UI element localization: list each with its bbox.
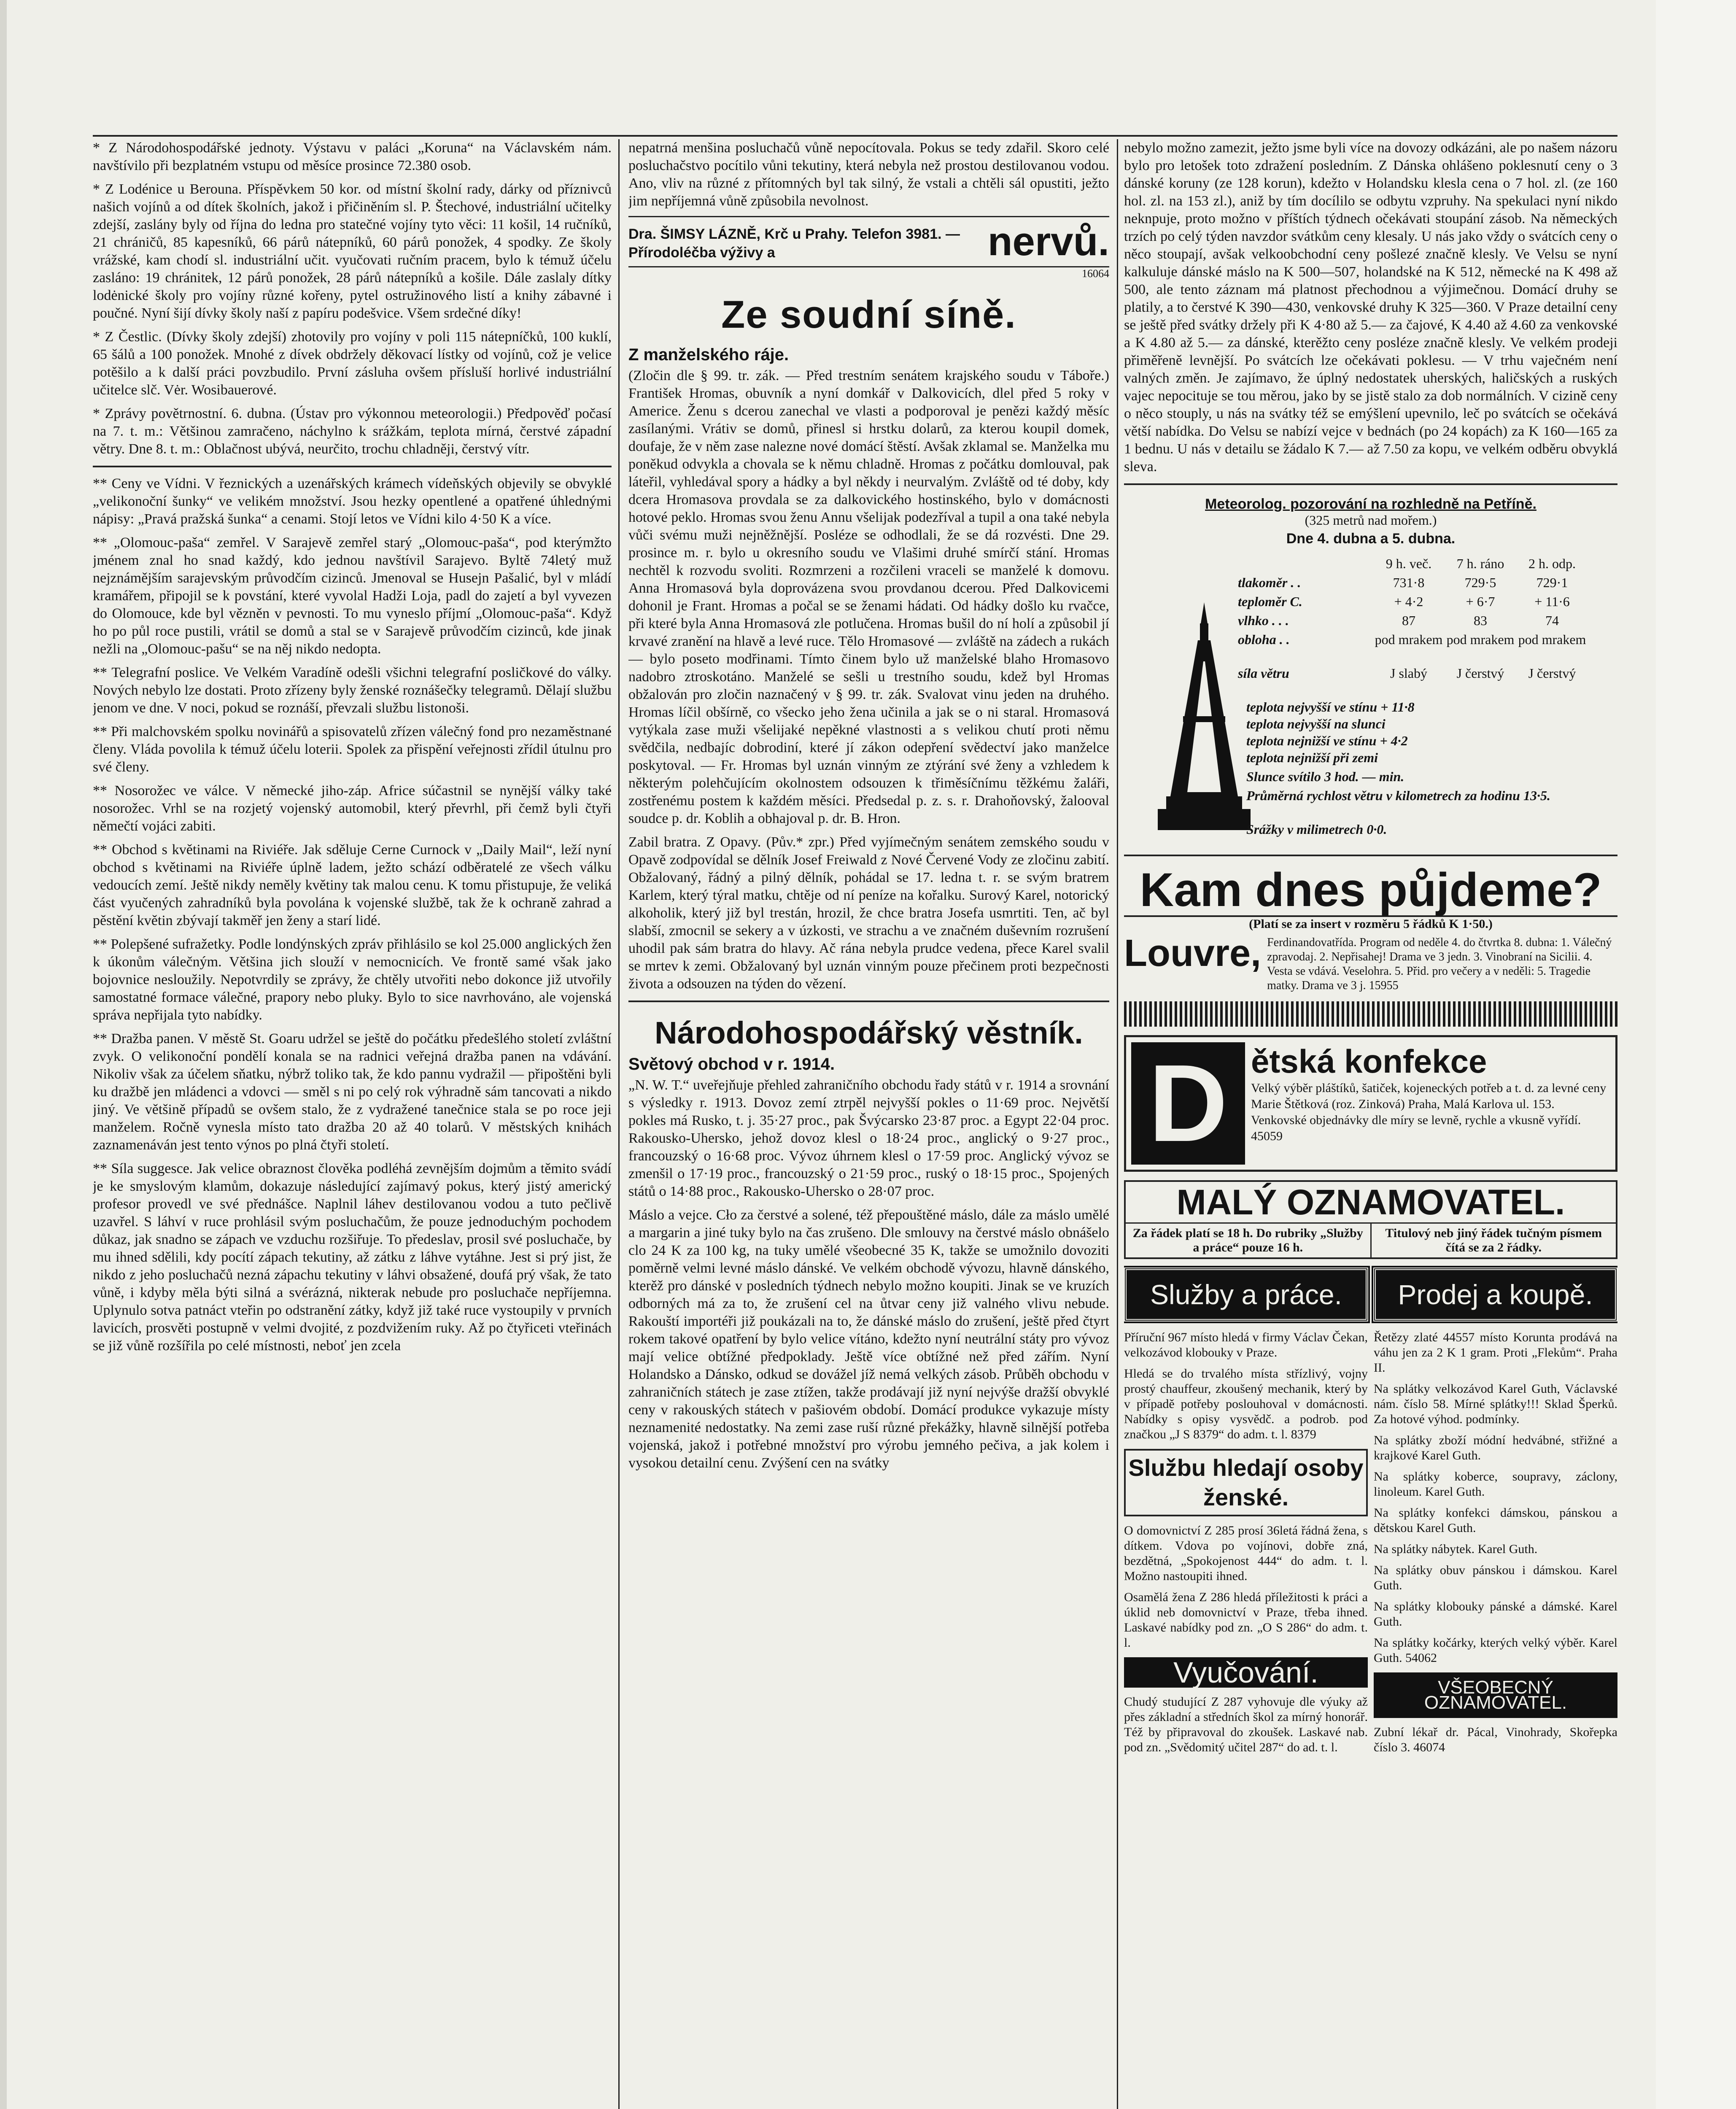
divider <box>1124 483 1617 485</box>
ad-body: Velký výběr pláštíků, šatiček, kojeneckých potřeb a t. d. za levné ceny Marie Štětková (roz. Zinková) Praha, Malá Karlova ul. 153. Venkovské objednávky dle míry se levně, rychle a vkusně vyřídí. 45059 <box>1251 1081 1607 1143</box>
ad-spa-text: Dra. ŠIMSY LÁZNĚ, Krč u Prahy. Telefon 3981. — Přírodoléčba výživy a <box>628 226 960 261</box>
column-middle <box>628 139 1109 2109</box>
top-rule <box>93 135 1617 137</box>
news-item: ** Ceny ve Vídni. V řeznických a uzenářských krámech vídeňských objevily se obvyklé „velikonoční šunky“ ve velikém množství. Jsou hezky opentlené a opatřené úhlednými nápisy: „Pravá pražská šunka“ a cenami. Stojí letos ve Vídni kilo 4·50 K a více. <box>93 476 612 527</box>
classifieds-columns <box>1124 1330 1617 1761</box>
classifieds-title: MALÝ OZNAMOVATEL. <box>1126 1182 1616 1224</box>
ad-childrens-clothing <box>1124 1035 1617 1172</box>
page-fold-shadow <box>0 0 7 2109</box>
news-item: ** „Olomouc-paša“ zemřel. V Sarajevě zemřel starý „Olomouc-paša“, pod kterýmžto jménem znal ho snad každý, kdo jednou navštívil Sarajevo. Byltě 74letý muž nejznámějším sarajevským průvodčím cizinců. Jmenoval se Husejn Pašalić, byl v mládí kramářem, připojil se k povstání, které vyvolal Hadži Loja, padl do zajetí a byl vyvezen do Olomouce, kde byl vězněn v pevnosti. To mu vyneslo příjmí „Olomouc-paša“. Když ho po půl roce pustili, vrátil se domů a stal se v Sarajevě průvodčím cizinců, kde jinak nežli na „Olomouc-pašu“ se na něj nikdo nedopta. <box>93 535 612 657</box>
column-right <box>1124 139 1617 2109</box>
weather-extra: teplota nejnižší při zemi <box>1246 750 1378 765</box>
classified-ad: Řetězy zlaté 44557 místo Korunta prodává na váhu jen za 2 K 1 gram. Proti „Flekům“. Praha II. <box>1374 1330 1617 1375</box>
news-item: nebylo možno zamezit, ježto jsme byli více na dovozy odkázáni, ale po našem názoru bylo pro letošek toto zdražení posledním. Z Dánska ohlášeno poklesnutí ceny o 3 dánské koruny (ze 128 korun), kdežto v Holandsku klesla cena o 7 hol. zl. (ze 160 hol. zl. na 153 zl.), aniž by tím docílilo se odbytu vzpruhy. Na spekulaci nyní nikdo neknpuje, proto možno v příštích týdnech očekávati stoupání zásob. Na německých trzích po celý týden navzdor svátkům ceny klesaly. U nás jako vždy o svátcích ceny o něco stoupají, avšak velkoobchodní ceny pošlezé značně klesly. Ve Velsu se nyní kalkuluje dánské máslo na K 500—507, holandské na K 512, německé na K 498 až 500, ale tento záznam má platnost přechodnou a výjimečnou. Domácí druhy se platily, a to čerstvé K 390—430, venkovské druhy K 325—360. V Praze detailní ceny se ještě před svátky držely při K 4·80 až 5.— za čajové, K 4.40 až 4.60 za venkovské a K 4.80 až 5.— za dánské, kterěžto ceny posléze značně klesly. Ve velkém prodeji přiměřeně levnější. Po svátcích lze očekávati poklesu. — V trhu vaječném není valných změn. Je zajímavo, že úplný nedostatek uherských, haličských a ruských vajec nepocituje se tou měrou, jako by se jistě stalo za dob normálních. V cizině ceny o něco stouply, u nás na svátky též se emýšlení upevnilo, leč po svátcích se očekává větší nabídka. Do Velsu se nabízí vejce v bednách (po 24 kopách) za K 160—165 za 1 bednu. U nás v detailu se žádalo K 7.— až 7.50 za kopu, ve velkém odběru obvyklá sleva. <box>1124 140 1617 475</box>
classified-ad: Na splátky velkozávod Karel Guth, Václavské nám. číslo 58. Mírné splátky!!! Sklad Šperků. Za hotové výhod. podmínky. <box>1374 1382 1617 1426</box>
classified-ad: Na splátky konfekci dámskou, pánskou a dětskou Karel Guth. <box>1374 1506 1617 1535</box>
weather-extra: Slunce svítilo 3 hod. — min. <box>1246 769 1404 784</box>
weather-subtitle: (325 metrů nad mořem.) <box>1305 512 1437 528</box>
classified-ad: Na splátky zboží módní hedvábné, střižné a krajkové Karel Guth. <box>1374 1433 1617 1462</box>
article-text: (Zločin dle § 99. tr. zák. — Před trestním senátem krajského soudu v Táboře.) František Hromas, obuvník a nyní domkář v Dalkovicích, dlel před 5 roky v Americe. Ženu s dcerou zanechal ve vlasti a podporoval je penězi každý měsíc zasílanými. Vrátiv se domů, přinesl si hrstku dolarů, za kterou koupil domek, doufaje, že v něm zase nalezne nové domácí štěstí. Avšak zklamal se. Manželka mu poněkud odvykla a chovala se k němu chladně. Hromas z počátku domlouval, pak láteřil, vyhledával spory a hádky a byl někdy i neurvalým. Zvláště od té doby, kdy dcera Hromasova provdala se za dalkovického hostinského, bylo v domácnosti hotové peklo. Hromas svou ženu Annu všelijak podezříval a tupil a ona také nebyla vůči svému muži nejněžnější. Posléze se odhodlali, že se dá rozvésti. Dne 29. prosince m. r. bylo u okresního soudu ve Vlašimi druhé smírčí stání. Hromas nechtěl k rozvodu svoliti. Rozmrzeni a rozčileni vraceli se manželé k domovu. Anna Hromasová byla doprovázena svou provdanou dcerou. Před Dalkovicemi dohonil je Frant. Hromas a počal se se ženami hádati. Od hádky došlo ku rvačce, při které byla Anna Hromasová zle potlučena. Hromas bušil do ní holí a způsobil jí krvavé zranění na hlavě a levé ruce. Tělo Hromasové — zvláště na zádech a rukách — bylo poseto modřinami. Tímto činem bylo už manželské blaho Hromasovo nadobro ztroskotáno. Manželé se sešli u trestního soudu, kdež byl Hromas obžalován pro zločin naznačený v § 99. tr. zák. Svalovat vinu jeden na druhého. Hromas líčil obšírně, co všecko jeho žena učinila a jak se o ni staral. Hromasová vytýkala zase muži všelijaké nepěkné vlastnosti a s velikou chutí proti němu svědčila, nedbajíc dobrodiní, které jí zákon odepření svědectví jako manželce poskytoval. — Fr. Hromas byl uznán vinným ze ztýrání své ženy a vzhledem k některým polehčujícím okolnostem odsouzen k třiměsíčnímu těžkému žaláři, zostřenému postem k každém měsíci. Předsedal p. z. s. r. Drahoňovský, žalooval soudce p. dr. Koblih a obhajoval p. dr. B. Hron. <box>628 368 1109 826</box>
weather-header-row: 9 h. več. 7 h. ráno 2 h. odp. <box>1386 556 1576 571</box>
weather-row: síla větru J slabý J čerstvý J čerstvý <box>1238 666 1576 681</box>
classifieds-right <box>1374 1330 1617 1761</box>
general-advertiser-box: VŠEOBECNÝ OZNAMOVATEL. <box>1374 1672 1617 1718</box>
news-item: ** Síla suggesce. Jak velice obraznost člověka podléhá zevnějším dojmům a těmito svádí je ke smyslovým klamům, dokazuje následující zajímavý pokus, který jistý americký profesor provedl ve své přednášce. Naplnil láhev destilovanou vodou a tuto pečlivě uzavřel. S láhví v ruce prohlásil svým posluchačům, že pouze jednoduchým pochodem důkaz, jak snadno se zápach ve vzduchu rozšiřuje. To předeslav, prosil své posluchače, by mu ihned sdělili, kdy pocítí zápach tekutiny, až zátku z láhve vytáhne. Jest si prý jist, že nikdo z jeho posluchačů nezná zápachu tekutiny v láhvi obsažené, doufá prý však, že tato vůně, i kdyby měla býti silná a svérázná, nikterak nebude pro posluchače nepříjemna. Uplynulo sotva patnáct vteřin po odstranění zátky, když již také ruce vystoupily v prvních lavicích, prosvěti postupně v velmi dvojité, z pozdvižením ruky. Až po čtyřiceti vteřinách se již vůně rozšířila po celé místnosti, neboť jen zcela <box>93 1161 612 1354</box>
news-item: ** Obchod s květinami na Riviéře. Jak sděluje Cerne Curnock v „Daily Mail“, leží nyní obchod s květinami na Riviéře úplně ladem, ježto schází odběratelé ze všech válku vedoucích zemí. Ještě nikdy neměly květiny tak malou cenu. K tomu přistupuje, že veliká část vyučených zahradníků byla povolána k vojenské službě, tak že k ochraně zahrad a pěstění květin zbývají takměř jen ženy a starí lidé. <box>93 842 612 928</box>
section-teaching: Vyučování. <box>1124 1657 1368 1688</box>
classified-ad: Zubní lékař dr. Pácal, Vinohrady, Skořepka číslo 3. 46074 <box>1374 1725 1617 1754</box>
article-text: Zabil bratra. Z Opavy. (Pův.* zpr.) Před vyjímečným senátem zemského soudu v Opavě zodpovídal se dělník Josef Freiwald z Nové Červené Vody ze zločinu zabití. Obžalovaný, řádný a pilný dělník, pohádal se 17. ledna t. r. se svým bratrem Karlem, který týral matku, chtěje od ní peníze na kořalku. Surový Karel, notorický alkoholik, který již byl trestán, hrozil, že chce bratra Josefa usmrtiti. Ten, ač byl slabší, zmocnil se sekery a v úzkosti, ve strachu a ve značném duševním rozrušení uhodil pak sám bratra do hlavy. Ač rána nebyla prudce vedena, přece Karel svalil se mrtev k zemi. Obžalovaný byl uznán vinným pouze přečinem proti bezpečnosti života a odsouzen na týden do vězení. <box>628 834 1109 992</box>
article-title: Z manželského ráje. <box>628 345 789 364</box>
news-item: * Z Lodénice u Berouna. Příspěvkem 50 kor. od místní školní rady, dárky od příznivců našich vojínů a od dítek školních, jakož i přičiněním sl. P. Štechové, industriální učitelky zdejší, zaslány byly od října do ledna pro statečné vojíny tyto věci: 11 košil, 14 ručníků, 21 chráničů, 85 kapesníků, 66 párů nátepníků, 60 párů ponožek, 4 spodky. Ze školy vrážské, kam chodí sl. industriální učit. vyučovati ručním pracem, bylo k témuž účelu zasláno: 19 chránitek, 12 párů ponožek, 28 párů nátepníků a košile. Dále zaslaly dítky lodėnické školy pro vojíny různé kořeny, pytel ostružinového listí a knihy zábavné i poučné. Nyní šijí dívky školy naší z papíru podešvice. Všem srdečné díky! <box>93 181 612 321</box>
page-margin <box>1656 0 1736 2109</box>
column-rule <box>1117 139 1118 2109</box>
initial-letter: D <box>1131 1042 1245 1165</box>
weather-row: teploměr C. + 4·2 + 6·7 + 11·6 <box>1238 594 1570 609</box>
weather-row: obloha . . pod mrakem pod mrakem pod mrakem <box>1238 632 1586 647</box>
column-rule <box>618 139 620 2109</box>
classified-ad: Chudý studující Z 287 vyhovuje dle výuky až přes základní a středních škol za mírný honorář. Též by připravoval do zkoušek. Laskavé nab. pod zn. „Svědomitý učitel 287“ do ad. t. l. <box>1124 1695 1368 1754</box>
classified-ad: Hledá se do trvalého místa střízlivý, vojny prostý chauffeur, zkoušený mechanik, který by v případě potřeby poslouhoval v domácnosti. Nabídky s opisy vysvědč. a podrob. pod značkou „J S 8379“ do adm. t. l. 8379 <box>1124 1367 1368 1441</box>
weather-date: Dne 4. dubna a 5. dubna. <box>1286 531 1456 547</box>
classified-ad: Na splátky klobouky pánské a dámské. Karel Guth. <box>1374 1599 1617 1629</box>
news-item: ** Nosorožec ve válce. V německé jiho-záp. Africe súčastnil se nynější války také nosorožec. Vrhl se na rozjetý vojenský automobil, který převrhl, při čemž byli čtyři němečtí vojáci zabiti. <box>93 783 612 834</box>
classifieds-note: Titulový neb jiný řádek tučným písmem čítá se za 2 řádky. <box>1385 1226 1602 1254</box>
divider <box>93 466 612 467</box>
classified-ad: Osamělá žena Z 286 hledá příležitosti k práci a úklid neb domovnictví v Praze, třeba ihned. Laskavé nabídky pod zn. „O S 286“ do adm. t. l. <box>1124 1590 1368 1650</box>
section-women: Službu hledají osoby ženské. <box>1124 1449 1368 1516</box>
article-text: „N. W. T.“ uveřejňuje přehled zahraničního obchodu řady států v r. 1914 a srovnání s výsledky r. 1913. Dovoz zemí ztrpěl nejvyšší pokles o 11·69 proc. Největší pokles má Rusko, t. j. 35·27 proc., pak Švýcarsko 23·87 proc. a Egypt 22·04 proc. Rakousko-Uhersko, jehož dovoz klesl o 18·24 proc., anglický o 9·27 proc., francouzský o 16·68 proc. Vývoz úhrnem klesl o 17·59 proc. Anglický vývoz se zmenšil o 17·19 proc., francouzský o 21·59 proc., ruský o 18·15 proc., Spojených států o 14·88 proc., Rakousko-Uhersko o 28·07 proc. <box>628 1077 1109 1199</box>
weather-extra: Průměrná rychlost větru v kilometrech za hodinu 13·5. <box>1246 788 1550 803</box>
classified-ad: Na splátky obuv pánskou i dámskou. Karel Guth. <box>1374 1563 1617 1592</box>
classified-ad: Příruční 967 místo hledá v firmy Václav Čekan, velkozávod klobouky v Praze. <box>1124 1330 1368 1359</box>
weather-extra: teplota nejvyšší na slunci <box>1246 716 1386 731</box>
section-services: Služby a práce. <box>1124 1268 1368 1321</box>
news-item: * Zprávy povětrnostní. 6. dubna. (Ústav pro výkonnou meteorologii.) Předpověď počasí na 7. t. m.: Většinou zamračeno, náchylno k srážkám, teplota mírná, čerstvé západní větry. Dne 8. t. m.: Oblačnost ubývá, neurčito, trochu chladněji, čerstvý vítr. <box>93 406 612 457</box>
classifieds-header <box>1124 1180 1617 1259</box>
classified-ad: O domovnictví Z 285 prosí 36letá řádná žena, s dítkem. Vdova po vojínovi, dobře zná, bezdětná, „Spokojenost 444“ do adm. t. l. Možno nastoupiti ihned. <box>1124 1524 1368 1583</box>
ad-heading: ětská konfekce <box>1251 1043 1487 1080</box>
section-sale: Prodej a koupě. <box>1373 1268 1617 1321</box>
weather-title: Meteorolog. pozorování na rozhledně na Petříně. <box>1205 496 1537 512</box>
weather-extra: teplota nejvyšší ve stínu + 11·8 <box>1246 699 1415 715</box>
ad-number: 16064 <box>1082 267 1109 280</box>
news-item: ** Telegrafní poslice. Ve Velkém Varadíně odešli všichni telegrafní posličkové do války. Nových nebylo lze dostati. Proto zřízeny byly ženské roznášečky telegramů. Dělají službu jenom ve dne. V noci, pokud se roznáší, převzali službu listonoši. <box>93 665 612 716</box>
whereto-subtitle: (Platí se za insert v rozměru 5 řádků K 1·50.) <box>1249 917 1493 931</box>
classified-ad: Na splátky kočárky, kterých velký výběr. Karel Guth. 54062 <box>1374 1636 1617 1665</box>
news-item: nepatrná menšina posluchačů vůně nepocítovala. Pokus se tedy zdařil. Skoro celé posluchačstvo pocítilo vůni tekutiny, která nebyla než prostou destilovanou vodou. Ano, vliv na různé z přítomných byl tak silný, že vstali a chtěli sál opustiti, ježto jim nepříjemná vůně způsobila nevolnost. <box>628 140 1109 209</box>
weather-row: vlhko . . . 87 83 74 <box>1238 613 1559 628</box>
divider <box>628 1001 1109 1002</box>
section-title-court: Ze soudní síně. <box>721 293 1016 336</box>
classifieds-price: Za řádek platí se 18 h. Do rubriky „Služby a práce“ pouze 16 h. <box>1126 1224 1372 1257</box>
classifieds-sections <box>1124 1268 1617 1321</box>
classified-ad: Na splátky nábytek. Karel Guth. <box>1374 1542 1538 1556</box>
weather-row: tlakoměr . . 731·8 729·5 729·1 <box>1238 575 1568 590</box>
weather-extra: teplota nejnižší ve stínu + 4·2 <box>1246 733 1408 748</box>
news-item: ** Při malchovském spolku novinářů a spisovatelů zřízen válečný fond pro nezaměstnané členy. Vláda povolila k témuž účelu loterii. Spolek za přispění veřejnosti zřídil útulnu pro své členy. <box>93 724 612 775</box>
news-item: ** Polepšené sufražetky. Podle londýnských zpráv přihlásilo se kol 25.000 anglických žen k úkonům válečným. Většina jich slouží v nemocnicích. Ve frontě samé však jako bojovnice nesloužily. Nepotvrdily se zprávy, že chtěly utvořiti nebo dokonce již utvořily samostatné formace válečné, prapory nebo pluky. Bylo to sice navrhováno, ale vojenská správa nepřijala tyto nabídky. <box>93 936 612 1023</box>
section-title-economy: Národohospodářský věstník. <box>655 1015 1083 1050</box>
news-item: ** Dražba panen. V městě St. Goaru udržel se ještě do počátku předešlého století zvláštní zvyk. O velikonoční pondělí konala se na radnici veřejná dražba panen na vdávání. Nikoliv však za účelem sňatku, nýbrž toliko tak, že kdo pannu vydražil — připoštěni byli ku dražbě jen mládenci a vdovci — směl s ni po celý rok výhradně sám tancovati a nikdo jiný. Ve většině případů se ovšem stalo, že z vydražené tanečnice stala se po roce jeji manželem. Ročně vynesla místo tato dražba 20 až 40 tolarů. V městských knihách zaznamenáván jest tento výnos po plná čtyři století. <box>93 1031 612 1153</box>
classified-ad: Na splátky koberce, soupravy, záclony, linoleum. Karel Guth. <box>1374 1470 1617 1499</box>
article-text: Máslo a vejce. Cło za čerstvé a solené, též přepouštěné máslo, dále za máslo umělé a margarin a jiné tuky bylo na čas zrušeno. Dle smlouvy na čerstvé máslo obnášelo clo 24 K za 100 kg, na tuky umělé všeobecné 35 K, takže se umožnilo dovoziti poměrně velmi levné máslo dánské. Ve velkém obchodě vývozu, hlavně dánského, kterěž pro dánské v posledních týdnech nebylo možno koupiti. Jinak se ve kruzích odborných má za to, že zrušení cel na ůtvar ceny již valného vlivu nebude. Rakouští importéři již poukázali na to, že dánské máslo do zrušení, ještě před čtyrt rokem takové opatření by bylo velice vítáno, kdežto nyní neutrální státy pro vývoz mají velice obtížné předpoklady. Ještě více obtížné než před zářím. Nyní Holandsko a Dánsko, odkud se dovážel jíž nemá velkých zásob. Průběh obchodu v zahraničních státech je zase ztížen, takže prodávají již nyní nejvýše dražší obvyklé ceny v rakouských státech v pašiovém období. Domácí produkce vykazuje místy neznamenité nedostatky. Na zemi zase ruší různé překážky, hlavně silnější potřeba vojenská, jakož i potřebné množství pro výrobu jemného pečiva, a jak kolem i vysokou detailní cenu. Zvýšení cen na svátky <box>628 1207 1109 1471</box>
classifieds-left <box>1124 1330 1368 1761</box>
louvre-program: Ferdinandovatřída. Program od neděle 4. do čtvrtka 8. dubna: 1. Válečný zpravodaj. 2. Nepřisahej! Drama ve 3 jedn. 3. Vinobraní na Sicilii. 4. Vesta se vdává. Veselohra. 5. Přid. pro večery a v neděli: 5. Tragedie matky. Drama ve 3 j. 15955 <box>1267 936 1612 992</box>
news-item: * Z Národohospodářské jednoty. Výstavu v paláci „Koruna“ na Václavském nám. navštívilo při bezplatném vstupu od měsíce prosince 72.380 osob. <box>93 140 612 173</box>
louvre-logo: Louvre, <box>1124 932 1262 974</box>
column-left <box>93 139 612 2109</box>
ad-spa <box>628 216 1109 267</box>
decorative-stripe <box>1124 1001 1617 1027</box>
ad-spa-word: nervů. <box>987 219 1109 264</box>
news-item: * Z Čestlic. (Dívky školy zdejší) zhotovily pro vojíny v poli 115 nátepníčků, 100 kuklí, 65 šálů a 100 ponožek. Mnohé z dívek obdržely děkovací lístky od vojínů, což je velice potěšilo a k další práci povzbudilo. První zásluha ovšem přísluší horlivé industriální učitelce slč. Vėr. Wosibauerové. <box>93 329 612 398</box>
ad-louvre <box>1124 932 1617 993</box>
weather-extra: Srážky v milimetrech 0·0. <box>1246 822 1387 837</box>
weather-box <box>1124 493 1617 856</box>
article-title: Světový obchod v r. 1914. <box>628 1055 835 1073</box>
whereto-title: Kam dnes půjdeme? <box>1124 865 1617 917</box>
